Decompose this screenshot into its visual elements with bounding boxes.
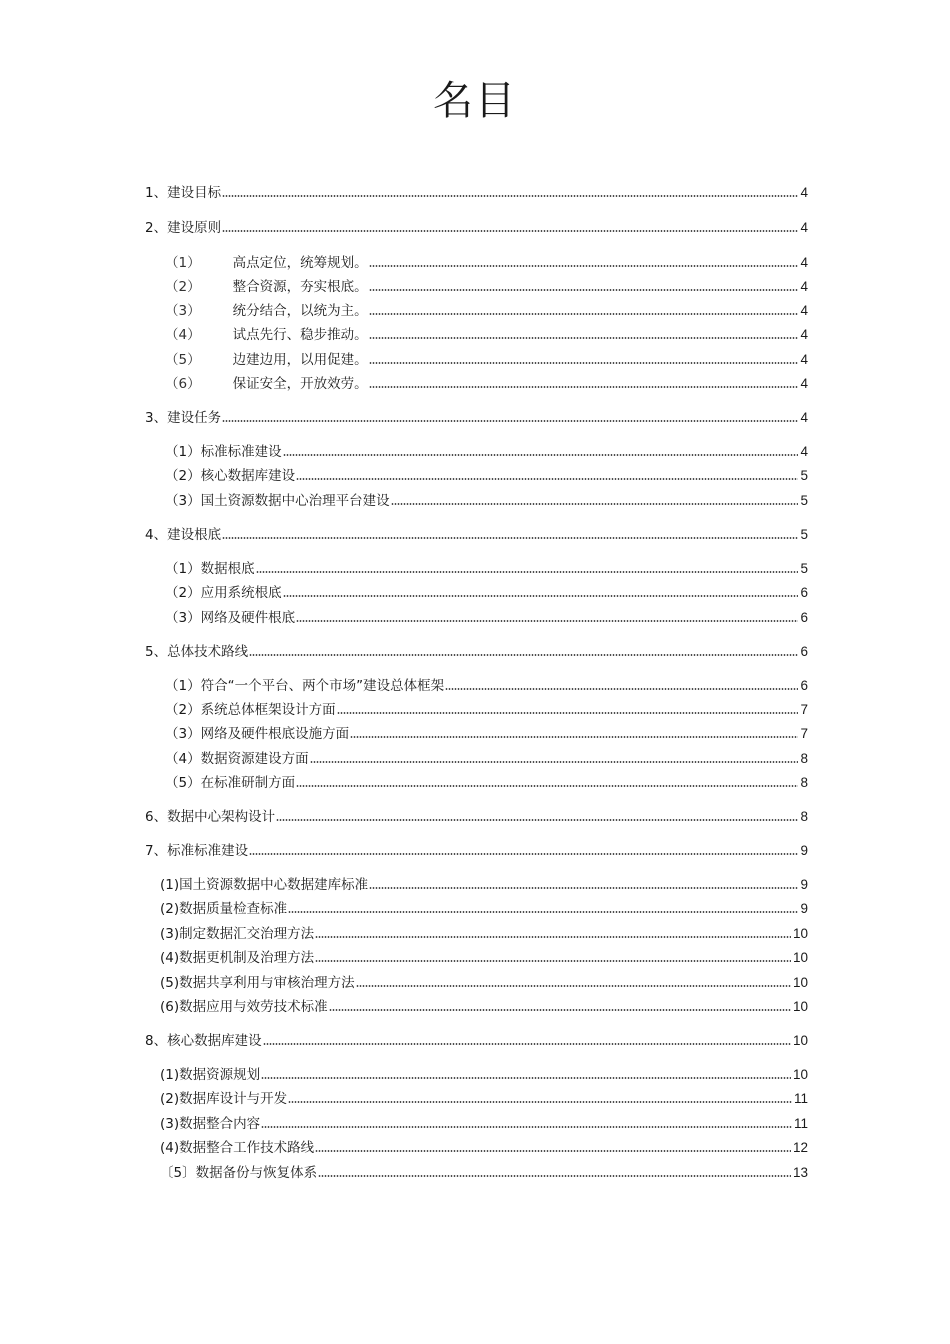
toc-page-number: 10 (792, 926, 808, 941)
toc-page-number: 4 (800, 220, 808, 235)
leader-dots (296, 477, 798, 481)
leader-dots (315, 935, 791, 939)
toc-entry-label: 试点先行、稳步推动。 (232, 327, 368, 343)
toc-entry-label: 6、数据中心架构设计 (145, 809, 276, 825)
toc-page-number: 5 (800, 493, 808, 508)
toc-page-number: 6 (800, 610, 808, 625)
toc-page-number: 8 (800, 809, 808, 824)
leader-dots (369, 288, 799, 292)
toc-entry-8-4[interactable] (160, 1138, 808, 1158)
toc-entry-7[interactable] (145, 841, 808, 861)
toc-entry-2-2[interactable] (165, 277, 808, 297)
page-title: 名目 (433, 78, 517, 124)
toc-entry-label: 整合资源，夯实根底。 (232, 279, 368, 295)
toc-entry-2[interactable] (145, 218, 808, 238)
toc-entry-label: 4、建设根底 (145, 527, 222, 543)
leader-dots (391, 502, 799, 506)
toc-entry-label: (4)数据整合工作技术路线 (160, 1140, 315, 1156)
leader-dots (369, 312, 799, 316)
toc-entry-label: （2）应用系统根底 (165, 585, 282, 601)
toc-entry-4[interactable] (145, 525, 808, 545)
toc-entry-7-5[interactable] (160, 973, 808, 993)
leader-dots (256, 570, 799, 574)
toc-entry-7-1[interactable] (160, 875, 808, 895)
toc-page-number: 10 (792, 999, 808, 1014)
toc-entry-label: （3）网络及硬件根底 (165, 610, 296, 626)
toc-page-number: 5 (800, 561, 808, 576)
toc-entry-number: （2） (165, 279, 201, 295)
toc-page-number: 10 (792, 1067, 808, 1082)
toc-page-number: 5 (800, 468, 808, 483)
toc-entry-7-3[interactable] (160, 924, 808, 944)
toc-entry-3-3[interactable] (165, 491, 808, 511)
toc-entry-2-4[interactable] (165, 325, 808, 345)
toc-page-number: 8 (800, 775, 808, 790)
toc-entry-4-3[interactable] (165, 608, 808, 628)
toc-entry-label: 2、建设原则 (145, 220, 222, 236)
toc-page-number: 4 (800, 303, 808, 318)
toc-entry-1[interactable] (145, 183, 808, 203)
toc-entry-label: (2)数据质量检查标准 (160, 901, 288, 917)
toc-page-number: 4 (800, 327, 808, 342)
toc-entry-5-4[interactable] (165, 749, 808, 769)
toc-entry-2-5[interactable] (165, 350, 808, 370)
toc-page-number: 4 (800, 376, 808, 391)
toc-entry-label: (5)数据共享利用与审核治理方法 (160, 975, 355, 991)
toc-entry-8[interactable] (145, 1031, 808, 1051)
toc-entry-label: （1）数据根底 (165, 561, 255, 577)
toc-page-number: 6 (800, 678, 808, 693)
toc-entry-8-1[interactable] (160, 1065, 808, 1085)
toc-entry-3[interactable] (145, 408, 808, 428)
toc-page-number: 6 (800, 585, 808, 600)
toc-page-number: 9 (800, 901, 808, 916)
toc-entry-6[interactable] (145, 807, 808, 827)
toc-entry-label: （2）核心数据库建设 (165, 468, 296, 484)
leader-dots (283, 453, 799, 457)
leader-dots (222, 194, 798, 198)
leader-dots (356, 984, 791, 988)
toc-entry-label: （5）在标准研制方面 (165, 775, 296, 791)
leader-dots (315, 1149, 791, 1153)
toc-entry-number: （4） (165, 327, 201, 343)
toc-entry-number: （6） (165, 376, 201, 392)
toc-page-number: 10 (792, 950, 808, 965)
toc-entry-label: 保证安全，开放效劳。 (232, 376, 368, 392)
toc-entry-label: （3）国土资源数据中心治理平台建设 (165, 493, 390, 509)
leader-dots (249, 852, 798, 856)
leader-dots (296, 784, 798, 788)
toc-entry-5-3[interactable] (165, 724, 808, 744)
toc-entry-7-2[interactable] (160, 899, 808, 919)
toc-entry-8-2[interactable] (160, 1089, 808, 1109)
toc-page-number: 4 (800, 444, 808, 459)
toc-entry-2-1[interactable] (165, 253, 808, 273)
toc-page-number: 4 (800, 255, 808, 270)
toc-entry-label: 7、标准标准建设 (145, 843, 249, 859)
leader-dots (283, 594, 799, 598)
toc-entry-5[interactable] (145, 642, 808, 662)
toc-page-number: 4 (800, 279, 808, 294)
toc-page-number: 13 (792, 1165, 808, 1180)
leader-dots (369, 336, 799, 340)
toc-entry-label: (6)数据应用与效劳技术标准 (160, 999, 328, 1015)
toc-entry-2-3[interactable] (165, 301, 808, 321)
toc-page-number: 10 (792, 1033, 808, 1048)
toc-page-number: 4 (800, 352, 808, 367)
leader-dots (296, 619, 798, 623)
leader-dots (261, 1076, 791, 1080)
toc-page-number: 5 (800, 527, 808, 542)
toc-entry-number: （5） (165, 352, 201, 368)
toc-entry-label: (3)数据整合内容 (160, 1116, 261, 1132)
toc-entry-label: 高点定位，统筹规划。 (232, 255, 368, 271)
leader-dots (369, 886, 798, 890)
toc-entry-7-4[interactable] (160, 948, 808, 968)
toc-entry-label: (2)数据库设计与开发 (160, 1091, 288, 1107)
toc-entry-4-2[interactable] (165, 583, 808, 603)
toc-entry-3-1[interactable] (165, 442, 808, 462)
toc-entry-label: (4)数据更机制及治理方法 (160, 950, 315, 966)
toc-entry-label: 5、总体技术路线 (145, 644, 249, 660)
leader-dots (369, 361, 799, 365)
leader-dots (222, 536, 798, 540)
toc-entry-label: （1）符合“一个平台、两个市场”建设总体框架 (165, 678, 445, 694)
toc-page-number: 7 (800, 726, 808, 741)
toc-entry-label: 〔5〕数据备份与恢复体系 (160, 1165, 318, 1181)
toc-entry-2-6[interactable] (165, 374, 808, 394)
leader-dots (261, 1125, 792, 1129)
leader-dots (337, 711, 799, 715)
toc-page-number: 10 (792, 975, 808, 990)
toc-page-number: 4 (800, 410, 808, 425)
toc-page-number: 11 (793, 1091, 808, 1106)
toc-entry-8-5[interactable] (160, 1163, 808, 1183)
toc-entry-number: （3） (165, 303, 201, 319)
toc-entry-5-2[interactable] (165, 700, 808, 720)
toc-entry-4-1[interactable] (165, 559, 808, 579)
toc-page-number: 9 (800, 877, 808, 892)
leader-dots (318, 1174, 791, 1178)
toc-entry-label: 8、核心数据库建设 (145, 1033, 262, 1049)
toc-entry-label: （2）系统总体框架设计方面 (165, 702, 336, 718)
leader-dots (288, 1100, 792, 1104)
leader-dots (276, 818, 798, 822)
leader-dots (350, 735, 798, 739)
leader-dots (369, 264, 799, 268)
toc-page-number: 7 (800, 702, 808, 717)
toc-page-number: 11 (793, 1116, 808, 1131)
leader-dots (222, 419, 798, 423)
toc-entry-label: 1、建设目标 (145, 185, 222, 201)
toc-entry-label: 3、建设任务 (145, 410, 222, 426)
leader-dots (288, 910, 798, 914)
toc-page-number: 12 (792, 1140, 808, 1155)
toc-entry-label: （4）数据资源建设方面 (165, 751, 309, 767)
toc-page-number: 6 (800, 644, 808, 659)
toc-page-number: 8 (800, 751, 808, 766)
toc-page-number: 4 (800, 185, 808, 200)
leader-dots (249, 653, 798, 657)
toc-entry-label: (1)数据资源规划 (160, 1067, 261, 1083)
leader-dots (445, 687, 798, 691)
toc-entry-5-5[interactable] (165, 773, 808, 793)
leader-dots (263, 1042, 791, 1046)
leader-dots (369, 385, 799, 389)
toc-entry-3-2[interactable] (165, 466, 808, 486)
toc-entry-label: (3)制定数据汇交治理方法 (160, 926, 315, 942)
toc-entry-label: （3）网络及硬件根底设施方面 (165, 726, 350, 742)
toc-entry-number: （1） (165, 255, 201, 271)
leader-dots (222, 229, 798, 233)
toc-entry-7-6[interactable] (160, 997, 808, 1017)
toc-entry-5-1[interactable] (165, 676, 808, 696)
toc-entry-label: (1)国土资源数据中心数据建库标准 (160, 877, 369, 893)
leader-dots (310, 760, 799, 764)
leader-dots (315, 959, 791, 963)
toc-entry-label: 统分结合，以统为主。 (232, 303, 368, 319)
toc-page-number: 9 (800, 843, 808, 858)
toc-entry-8-3[interactable] (160, 1114, 808, 1134)
leader-dots (329, 1008, 791, 1012)
toc-entry-label: （1）标准标准建设 (165, 444, 282, 460)
toc-entry-label: 边建边用，以用促建。 (232, 352, 368, 368)
